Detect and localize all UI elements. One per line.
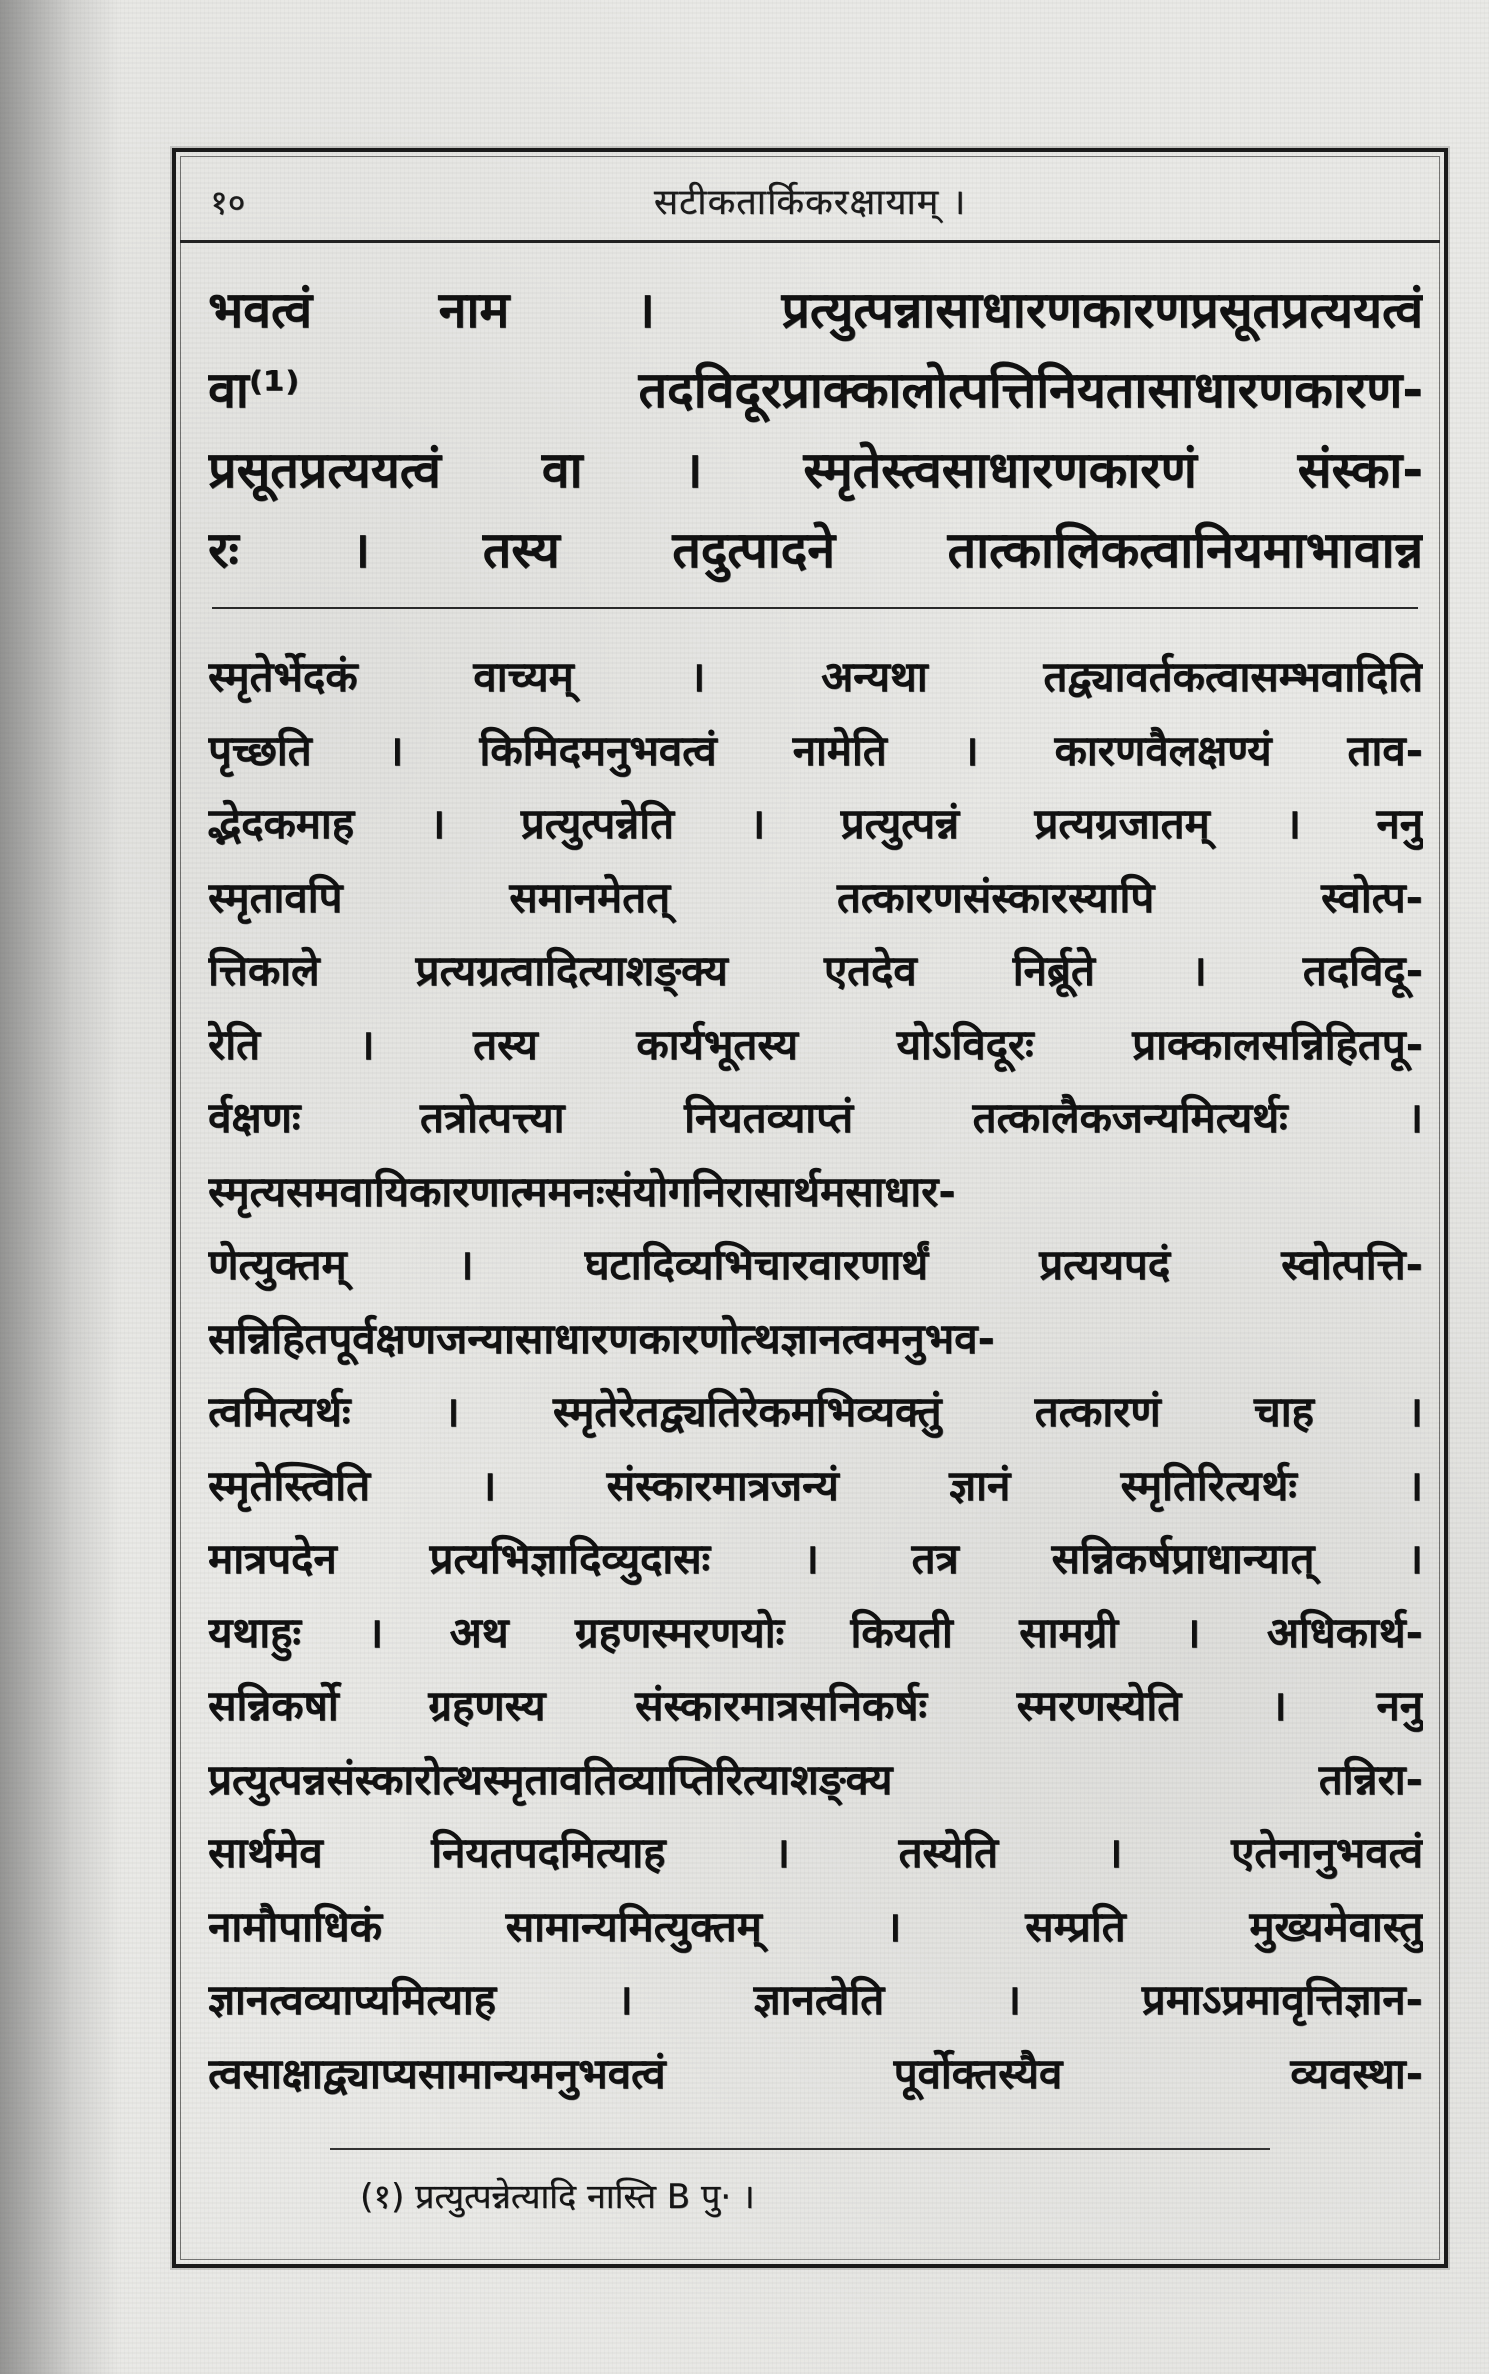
mula-commentary-divider xyxy=(212,607,1418,609)
mula-line: भवत्वं नाम । प्रत्युत्पन्नासाधारणकारणप्रसूतप्रत्ययत्वं xyxy=(208,281,1423,339)
commentary-line: मात्रपदेन प्रत्यभिज्ञादिव्युदासः । तत्र सन्निकर्षप्राधान्यात् । xyxy=(208,1534,1423,1583)
commentary-line: ज्ञानत्वव्याप्यमित्याह । ज्ञानत्वेति । प्रमाऽप्रमावृत्तिज्ञान- xyxy=(208,1975,1423,2024)
mula-line: वा⁽¹⁾ तदविदूरप्राक्कालोत्पत्तिनियतासाधारणकारण- xyxy=(208,361,1423,419)
commentary-text-block xyxy=(208,640,1423,2110)
commentary-line: प्रत्युत्पन्नसंस्कारोत्थस्मृतावतिव्याप्तिरित्याशङ्क्य तन्निरा- xyxy=(208,1754,1423,1804)
commentary-line: सार्थमेव नियतपदमित्याह । तस्येति । एतेनानुभवत्वं xyxy=(208,1828,1423,1877)
footnote: (१) प्रत्युत्पन्नेत्यादि नास्ति B पु· । xyxy=(360,2177,755,2217)
commentary-line: स्मृतेर्भेदकं वाच्यम् । अन्यथा तद्व्यावर्तकत्वासम्भवादिति xyxy=(208,652,1423,701)
page-number: १० xyxy=(210,183,246,223)
mula-text-block xyxy=(208,270,1423,590)
commentary-line: णेत्युक्तम् । घटादिव्यभिचारवारणार्थं प्रत्ययपदं स्वोत्पत्ति- xyxy=(208,1240,1423,1289)
header-rule xyxy=(180,240,1440,243)
commentary-line: नामौपाधिकं सामान्यमित्युक्तम् । सम्प्रति मुख्यमेवास्तु xyxy=(208,1901,1423,1951)
commentary-line: सन्निकर्षो ग्रहणस्य संस्कारमात्रसनिकर्षः स्मरणस्येति । ननु xyxy=(208,1681,1423,1730)
commentary-line: पृच्छति । किमिदमनुभवत्वं नामेति । कारणवैलक्षण्यं ताव- xyxy=(208,725,1423,775)
commentary-line: यथाहुः । अथ ग्रहणस्मरणयोः कियती सामग्री । अधिकार्थ- xyxy=(208,1607,1423,1657)
page-header xyxy=(180,168,1440,238)
commentary-line: त्वमित्यर्थः । स्मृतेरेतद्व्यतिरेकमभिव्यक्तुं तत्कारणं चाह । xyxy=(208,1387,1423,1436)
commentary-line: रेति । तस्य कार्यभूतस्य योऽविदूरः प्राक्कालसन्निहितपू- xyxy=(208,1019,1423,1069)
commentary-line: स्मृतावपि समानमेतत् तत्कारणसंस्कारस्यापि स्वोत्प- xyxy=(208,872,1423,922)
book-binding-shadow xyxy=(0,0,120,2374)
commentary-line: स्मृतेस्त्विति । संस्कारमात्रजन्यं ज्ञानं स्मृतिरित्यर्थः । xyxy=(208,1460,1423,1510)
footnote-rule xyxy=(330,2148,1270,2150)
running-title: सटीकतार्किकरक्षायाम् । xyxy=(653,182,967,223)
commentary-line: त्वसाक्षाद्व्याप्यसामान्यमनुभवत्वं पूर्वोक्तस्यैव व्यवस्था- xyxy=(208,2048,1423,2098)
commentary-line: सन्निहितपूर्वक्षणजन्यासाधारणकारणोत्थज्ञानत्वमनुभव- xyxy=(208,1313,995,1363)
commentary-line: र्वक्षणः तत्रोत्पत्त्या नियतव्याप्तं तत्कालैकजन्यमित्यर्थः । xyxy=(208,1093,1423,1142)
mula-line: रः । तस्य तदुत्पादने तात्कालिकत्वानियमाभावान्न xyxy=(208,521,1423,579)
commentary-line: त्तिकाले प्रत्यग्रत्वादित्याशङ्क्य एतदेव निर्ब्रूते । तदविदू- xyxy=(208,946,1423,995)
commentary-line: स्मृत्यसमवायिकारणात्ममनःसंयोगनिरासार्थमसाधार- xyxy=(208,1166,956,1216)
commentary-line: द्भेदकमाह । प्रत्युत्पन्नेति । प्रत्युत्पन्नं प्रत्यग्रजातम् । ननु xyxy=(208,799,1423,848)
mula-line: प्रसूतप्रत्ययत्वं वा । स्मृतेस्त्वसाधारणकारणं संस्का- xyxy=(208,441,1423,499)
